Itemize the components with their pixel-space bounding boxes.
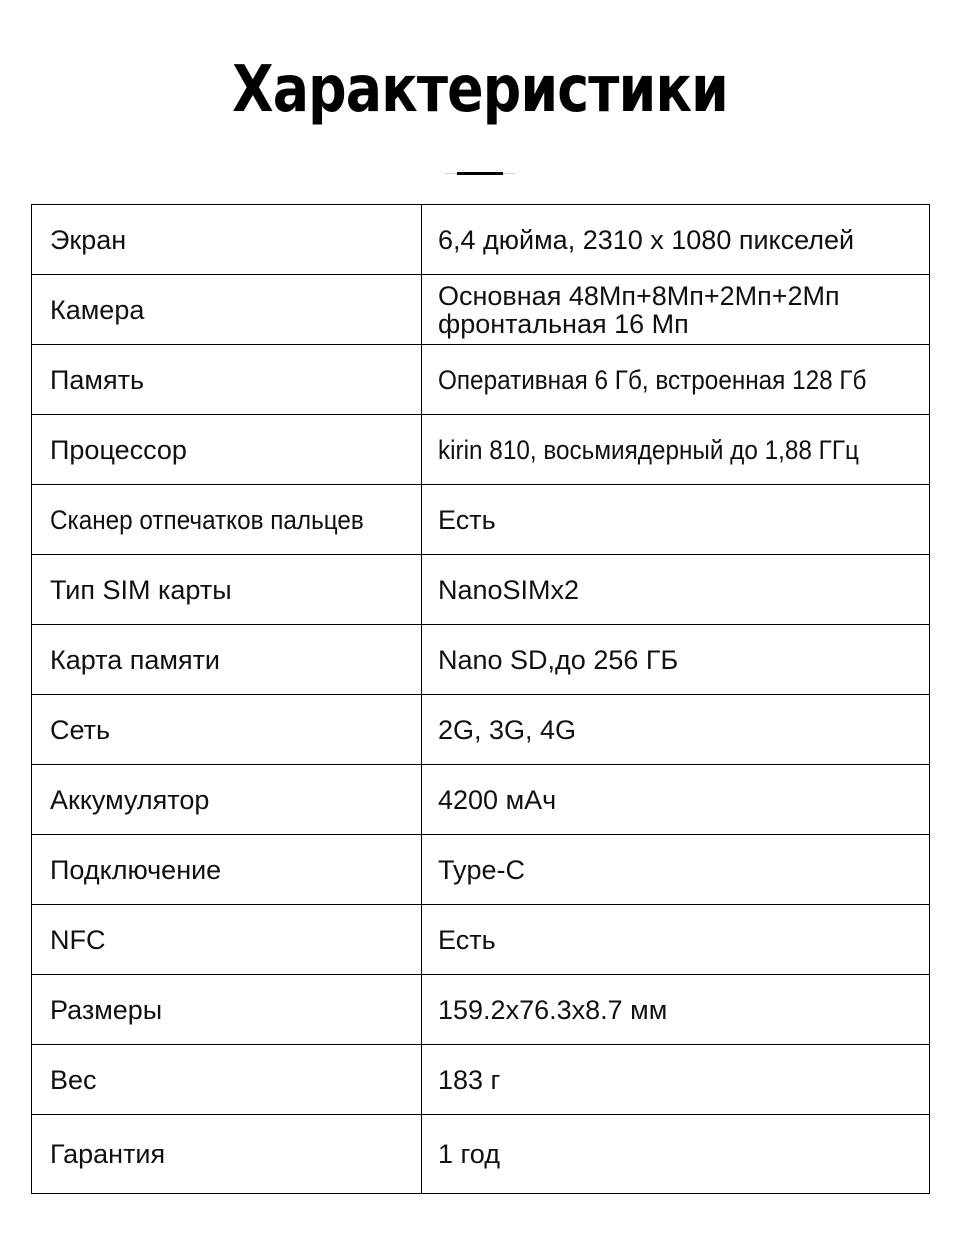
spec-label: Процессор <box>32 415 422 485</box>
spec-label: Сеть <box>32 695 422 765</box>
table-row <box>32 905 930 975</box>
spec-value: 2G, 3G, 4G <box>422 695 930 765</box>
spec-value: 159.2x76.3x8.7 мм <box>422 975 930 1045</box>
spec-label: Подключение <box>32 835 422 905</box>
table-row <box>32 765 930 835</box>
table-row <box>32 1045 930 1115</box>
spec-value: Есть <box>422 905 930 975</box>
spec-label-text: Сканер отпечатков пальцев <box>50 504 364 535</box>
spec-label <box>32 485 422 555</box>
table-row <box>32 275 930 345</box>
spec-value: Type-C <box>422 835 930 905</box>
table-row <box>32 205 930 275</box>
title-divider-accent <box>457 172 503 175</box>
spec-label: Размеры <box>32 975 422 1045</box>
table-row <box>32 345 930 415</box>
spec-value-line: Основная 48Мп+8Мп+2Мп+2Мп <box>438 280 840 311</box>
spec-value: Nano SD,до 256 ГБ <box>422 625 930 695</box>
spec-label: Камера <box>32 275 422 345</box>
spec-value: 183 г <box>422 1045 930 1115</box>
spec-label: NFC <box>32 905 422 975</box>
spec-value-text: kirin 810, восьмиядерный до 1,88 ГГц <box>438 434 859 465</box>
spec-label: Карта памяти <box>32 625 422 695</box>
spec-value: 1 год <box>422 1115 930 1194</box>
spec-label: Экран <box>32 205 422 275</box>
spec-table <box>31 204 930 1194</box>
spec-value <box>422 345 930 415</box>
table-row <box>32 695 930 765</box>
spec-label: Гарантия <box>32 1115 422 1194</box>
spec-label: Память <box>32 345 422 415</box>
spec-value: NanoSIMx2 <box>422 555 930 625</box>
spec-value-text: Оперативная 6 Гб, встроенная 128 Гб <box>438 364 867 395</box>
spec-value <box>422 415 930 485</box>
spec-label: Аккумулятор <box>32 765 422 835</box>
table-row <box>32 625 930 695</box>
spec-value: 6,4 дюйма, 2310 x 1080 пикселей <box>422 205 930 275</box>
table-row <box>32 485 930 555</box>
spec-value: 4200 мАч <box>422 765 930 835</box>
spec-value-line: фронтальная 16 Мп <box>438 308 689 339</box>
table-row <box>32 555 930 625</box>
page-title: Характеристики <box>232 53 728 127</box>
spec-value <box>422 275 930 345</box>
table-row <box>32 415 930 485</box>
table-row <box>32 1115 930 1194</box>
spec-label: Вес <box>32 1045 422 1115</box>
title-divider <box>445 173 515 174</box>
table-row <box>32 835 930 905</box>
table-row <box>32 975 930 1045</box>
spec-label: Тип SIM карты <box>32 555 422 625</box>
spec-value: Есть <box>422 485 930 555</box>
